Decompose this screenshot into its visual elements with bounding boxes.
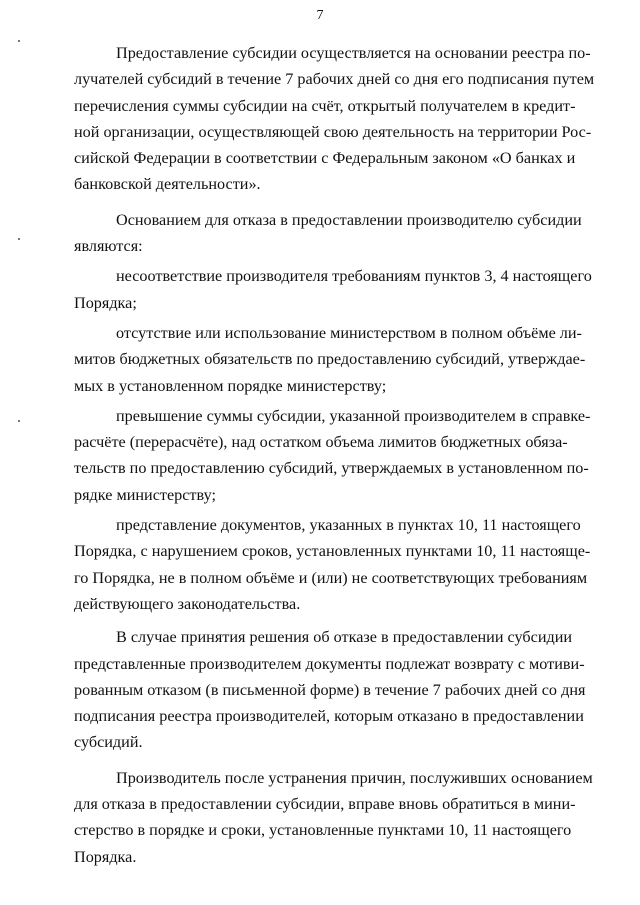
paragraph-ground-noncompliance [74, 263, 592, 316]
margin-mark [18, 40, 20, 42]
text-line: митов бюджетных обязательств по предоставлению субсидий, утверждае- [74, 350, 586, 369]
paragraph-subsidy-payment [74, 40, 595, 198]
text-line: расчёте (перерасчёте), над остатком объема лимитов бюджетных обяза- [74, 433, 568, 452]
paragraph-reapplication [74, 765, 593, 870]
text-line: Порядка. [74, 847, 137, 866]
text-line: действующего законодательства. [74, 594, 301, 613]
text-line: банковской деятельности». [74, 175, 261, 194]
text-line: Порядка, с нарушением сроков, установленных пунктами 10, 11 настояще- [74, 542, 591, 561]
text-line: рованным отказом (в письменной форме) в течение 7 рабочих дней со дня [74, 680, 586, 699]
text-line: подписания реестра производителей, которым отказано в предоставлении [74, 707, 584, 726]
paragraph-ground-documents [74, 512, 591, 617]
text-line: для отказа в предоставлении субсидии, вправе вновь обратиться в мини- [74, 795, 576, 814]
text-line: тельств по предоставлению субсидий, утверждаемых в установленном по- [74, 459, 589, 478]
page-number: 7 [316, 8, 324, 23]
margin-mark [18, 420, 20, 422]
text-line: отсутствие или использование министерством в полном объёме ли- [116, 323, 582, 342]
margin-mark [18, 238, 20, 240]
text-line: перечисления суммы субсидии на счёт, открытый получателем в кредит- [74, 96, 576, 115]
paragraph-refusal-return [74, 624, 586, 755]
paragraph-ground-excess [74, 403, 591, 508]
text-line: ной организации, осуществляющей свою деятельность на территории Рос- [74, 122, 592, 141]
text-line: представленные производителем документы подлежат возврату с мотиви- [74, 654, 585, 673]
text-line: Производитель после устранения причин, послуживших основанием [116, 768, 593, 787]
text-line: Порядка; [74, 293, 137, 312]
paragraph-refusal-grounds [74, 207, 582, 260]
text-line: Основанием для отказа в предоставлении производителю субсидии [116, 210, 582, 229]
text-line: го Порядка, не в полном объёме и (или) не соответствующих требованиям [74, 568, 588, 587]
text-line: субсидий. [74, 733, 143, 752]
text-line: В случае принятия решения об отказе в предоставлении субсидии [116, 628, 573, 647]
document-body [74, 40, 595, 870]
text-line: несоответствие производителя требованиям пунктов 3, 4 настоящего [116, 267, 592, 286]
text-line: сийской Федерации в соответствии с Федеральным законом «О банках и [74, 149, 576, 168]
text-line: Предоставление субсидии осуществляется на основании реестра по- [116, 44, 591, 62]
text-line: являются: [74, 237, 143, 256]
text-line: превышение суммы субсидии, указанной производителем в справке- [116, 406, 591, 425]
text-line: стерство в порядке и сроки, установленные пунктами 10, 11 настоящего [74, 821, 572, 840]
text-line: рядке министерству; [74, 485, 216, 504]
text-line: лучателей субсидий в течение 7 рабочих дней со дня его подписания путем [74, 70, 595, 89]
text-line: мых в установленном порядке министерству; [74, 376, 387, 395]
paragraph-ground-limits [74, 320, 586, 399]
text-line: представление документов, указанных в пунктах 10, 11 настоящего [116, 516, 581, 535]
